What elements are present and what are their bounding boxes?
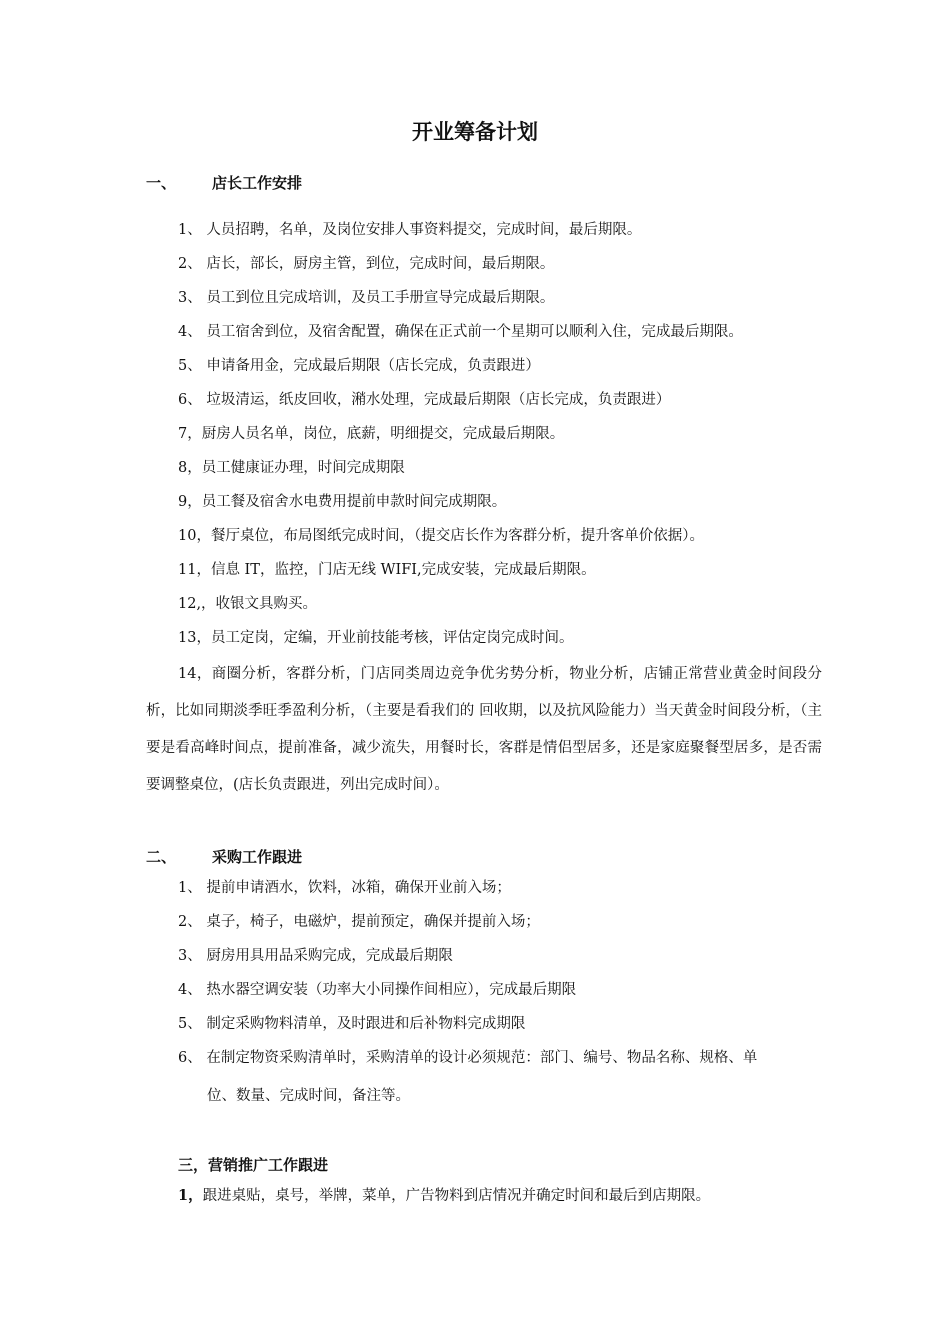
section2-number: 二、 xyxy=(146,848,177,866)
list-item: 11，信息 IT，监控，门店无线 WIFI,完成安装，完成最后期限。 xyxy=(178,562,596,578)
list-item-continuation: 位、数量、完成时间，备注等。 xyxy=(207,1088,410,1104)
section3-item1-text: 跟进桌贴，桌号，举牌，菜单，广告物料到店情况并确定时间和最后到店期限。 xyxy=(202,1188,711,1204)
list-item: 3、 厨房用具用品采购完成，完成最后期限 xyxy=(178,948,453,964)
list-item: 3、 员工到位且完成培训，及员工手册宣导完成最后期限。 xyxy=(178,290,555,306)
list-item: 6、 垃圾清运，纸皮回收，潲水处理，完成最后期限（店长完成，负责跟进） xyxy=(178,392,671,408)
list-item: 5、 制定采购物料清单，及时跟进和后补物料完成期限 xyxy=(178,1016,526,1032)
list-item: 1、 人员招聘，名单，及岗位安排人事资料提交，完成时间，最后期限。 xyxy=(178,222,642,238)
section3-item1-number: 1， xyxy=(178,1187,203,1204)
section2-title: 采购工作跟进 xyxy=(212,848,303,866)
list-item: 10，餐厅桌位，布局图纸完成时间，（提交店长作为客群分析，提升客单价依据）。 xyxy=(178,528,704,544)
list-item: 4、 热水器空调安装（功率大小同操作间相应），完成最后期限 xyxy=(178,982,577,998)
list-item: 8，员工健康证办理，时间完成期限 xyxy=(178,460,405,476)
section1-number: 一、 xyxy=(146,174,177,192)
section3-heading: 三，营销推广工作跟进 xyxy=(178,1156,329,1174)
list-item: 13，员工定岗，定编，开业前技能考核，评估定岗完成时间。 xyxy=(178,630,574,646)
list-item: 2、 店长，部长，厨房主管，到位，完成时间，最后期限。 xyxy=(178,256,555,272)
list-item: 7，厨房人员名单，岗位，底薪，明细提交，完成最后期限。 xyxy=(178,426,565,442)
item14-paragraph: 14，商圈分析，客群分析，门店同类周边竞争优劣势分析，物业分析，店铺正常营业黄金时间段分析，比如同期淡季旺季盈利分析，（主要是看我们的 回收期，以及抗风险能力）当天黄金时间段分析，（主要是看高峰时间点，提前准备，减少流失，用餐时长，客群是情侣型居多，还是家庭聚餐型居多，是否需要调整桌位，(店长负责跟进，列出完成时间）。 xyxy=(146,666,822,793)
list-item: 4、 员工宿舍到位，及宿舍配置，确保在正式前一个星期可以顺利入住，完成最后期限。 xyxy=(178,324,743,340)
list-item: 6、 在制定物资采购清单时，采购清单的设计必须规范：部门、编号、物品名称、规格、单 xyxy=(178,1050,758,1066)
section1-heading xyxy=(146,172,302,193)
list-item: 1、 提前申请酒水，饮料，冰箱，确保开业前入场； xyxy=(178,880,511,896)
section1-title: 店长工作安排 xyxy=(212,174,303,192)
list-item: 9，员工餐及宿舍水电费用提前申款时间完成期限。 xyxy=(178,494,507,510)
list-item: 5、 申请备用金，完成最后期限（店长完成，负责跟进） xyxy=(178,358,540,374)
page-title: 开业筹备计划 xyxy=(412,120,538,144)
list-item: 12,，收银文具购买。 xyxy=(178,596,318,612)
section2-heading xyxy=(146,846,302,867)
list-item: 2、 桌子，椅子，电磁炉，提前预定，确保并提前入场； xyxy=(178,914,540,930)
list-item xyxy=(178,1186,710,1206)
